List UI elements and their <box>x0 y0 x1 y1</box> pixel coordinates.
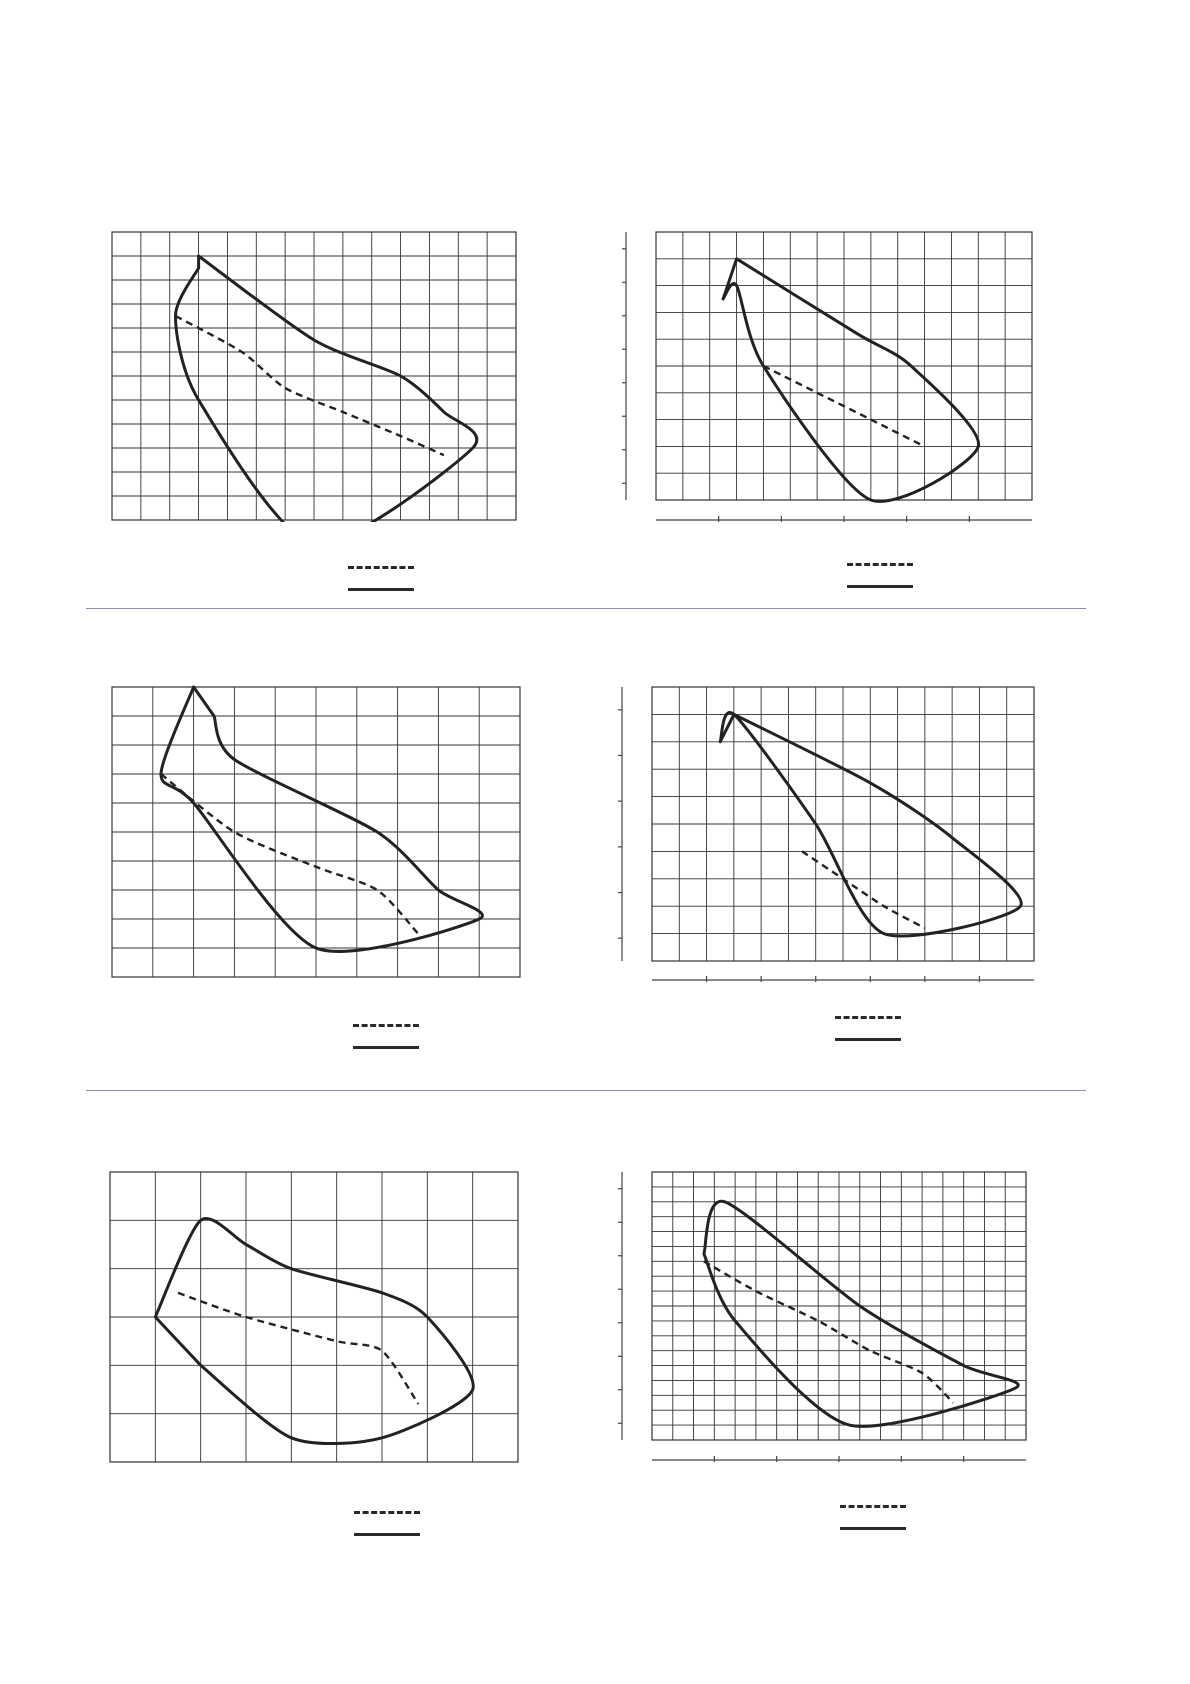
chart-6 <box>616 1170 1036 1480</box>
legend-dashed-line <box>847 563 913 566</box>
legend-solid-line <box>348 588 414 591</box>
dashed-boundary <box>802 851 925 928</box>
chart-3 <box>110 685 526 981</box>
legend-2 <box>847 557 917 591</box>
grid <box>112 687 520 977</box>
envelope-outline <box>704 1201 1018 1426</box>
chart-1 <box>110 230 520 522</box>
legend-6 <box>840 1499 910 1533</box>
legend-1 <box>348 560 418 594</box>
legend-solid-line <box>835 1038 901 1041</box>
legend-dashed-line <box>835 1016 901 1019</box>
envelope-outline <box>155 1218 473 1443</box>
legend-dashed-line <box>353 1024 419 1027</box>
legend-solid-line <box>353 1046 419 1049</box>
section-divider <box>86 1090 1086 1091</box>
envelope-outline <box>723 259 979 502</box>
grid <box>112 232 516 520</box>
grid <box>652 687 1034 961</box>
legend-solid-line <box>840 1527 906 1530</box>
legend-dashed-line <box>840 1505 906 1508</box>
envelope-outline <box>161 687 482 951</box>
legend-solid-line <box>354 1533 420 1536</box>
legend-3 <box>353 1018 423 1052</box>
chart-5 <box>108 1170 524 1466</box>
grid <box>110 1172 518 1462</box>
chart-4 <box>618 685 1043 990</box>
envelope-outline <box>176 256 477 522</box>
legend-solid-line <box>847 585 913 588</box>
legend-dashed-line <box>354 1511 420 1514</box>
dashed-boundary <box>161 774 418 934</box>
grid <box>656 232 1032 500</box>
section-divider <box>86 608 1086 609</box>
grid <box>652 1172 1026 1440</box>
legend-4 <box>835 1010 905 1044</box>
legend-dashed-line <box>348 566 414 569</box>
legend-5 <box>354 1505 424 1539</box>
chart-2 <box>620 230 1040 540</box>
